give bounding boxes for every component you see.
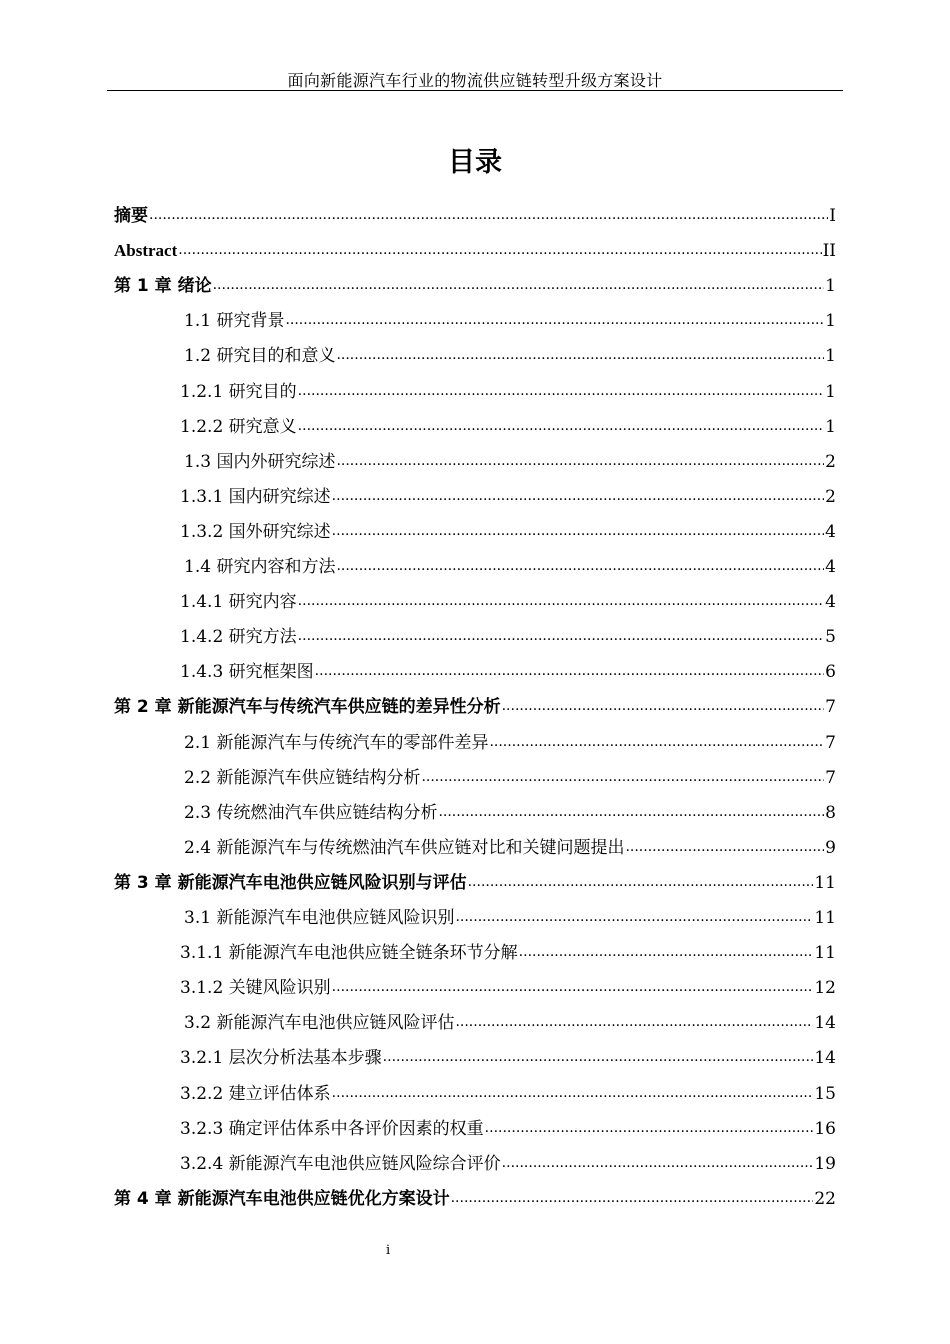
- toc-dot-leader: [178, 237, 821, 262]
- toc-entry-page: 2: [825, 487, 836, 507]
- toc-entry-title: 3.2 新能源汽车电池供应链风险评估: [184, 1013, 455, 1033]
- toc-entry[interactable]: [180, 485, 836, 509]
- toc-dot-leader: [455, 1009, 813, 1034]
- toc-dot-leader: [213, 272, 825, 297]
- toc-dot-leader: [455, 904, 813, 929]
- toc-dot-leader: [421, 764, 824, 789]
- toc-entry-title: 1.4.2 研究方法: [180, 627, 297, 647]
- toc-dot-leader: [451, 1185, 814, 1210]
- toc-entry-page: 1: [825, 346, 836, 366]
- toc-entry-page: 8: [825, 803, 836, 823]
- toc-entry[interactable]: [184, 731, 836, 755]
- toc-entry[interactable]: [180, 660, 836, 684]
- toc-dot-leader: [519, 939, 814, 964]
- toc-entry-title: 2.3 传统燃油汽车供应链结构分析: [184, 803, 438, 823]
- toc-entry-title: 第 2 章 新能源汽车与传统汽车供应链的差异性分析: [114, 697, 501, 717]
- toc-entry-title: 3.1.1 新能源汽车电池供应链全链条环节分解: [180, 943, 518, 963]
- toc-entry[interactable]: [180, 941, 836, 965]
- toc-entry-title: 第 4 章 新能源汽车电池供应链优化方案设计: [114, 1189, 450, 1209]
- toc-entry-title: 第 3 章 新能源汽车电池供应链风险识别与评估: [114, 873, 467, 893]
- toc-dot-leader: [489, 729, 824, 754]
- toc-entry-page: 11: [814, 943, 836, 963]
- header-rule: [107, 90, 843, 91]
- toc-entry-page: 12: [814, 978, 836, 998]
- toc-entry-page: 14: [814, 1013, 836, 1033]
- toc-dot-leader: [332, 974, 814, 999]
- toc-entry-page: 19: [814, 1154, 836, 1174]
- toc-entry[interactable]: [180, 1152, 836, 1176]
- toc-entry-title: Abstract: [114, 241, 178, 260]
- toc-entry-page: 1: [825, 311, 836, 331]
- toc-entry-title: 1.1 研究背景: [184, 311, 285, 331]
- toc-dot-leader: [298, 378, 825, 403]
- toc-entry[interactable]: [184, 1011, 836, 1035]
- toc-dot-leader: [332, 1080, 814, 1105]
- toc-dot-leader: [383, 1044, 814, 1069]
- toc-dot-leader: [298, 588, 825, 613]
- toc-entry-page: 7: [825, 697, 836, 717]
- toc-dot-leader: [485, 1115, 814, 1140]
- toc-dot-leader: [468, 869, 814, 894]
- toc-entry-page: 2: [825, 452, 836, 472]
- toc-entry[interactable]: [180, 590, 836, 614]
- toc-entry[interactable]: [184, 766, 836, 790]
- toc-dot-leader: [149, 202, 828, 227]
- toc-entry-title: 3.1 新能源汽车电池供应链风险识别: [184, 908, 455, 928]
- toc-dot-leader: [438, 799, 824, 824]
- toc-entry-title: 1.2.2 研究意义: [180, 417, 297, 437]
- toc-entry-title: 2.4 新能源汽车与传统燃油汽车供应链对比和关键问题提出: [184, 838, 625, 858]
- toc-entry[interactable]: [114, 871, 836, 895]
- toc-entry-page: 5: [825, 627, 836, 647]
- toc-entry-page: 11: [814, 873, 836, 893]
- toc-dot-leader: [502, 693, 825, 718]
- toc-entry-title: 3.2.2 建立评估体系: [180, 1084, 331, 1104]
- toc-entry-page: 6: [825, 662, 836, 682]
- toc-entry-page: 15: [814, 1084, 836, 1104]
- toc-entry-page: 4: [825, 522, 836, 542]
- toc-entry-page: 4: [825, 557, 836, 577]
- toc-entry[interactable]: [180, 625, 836, 649]
- toc-entry-page: II: [822, 241, 836, 261]
- toc-dot-leader: [332, 483, 825, 508]
- toc-entry[interactable]: [114, 1187, 836, 1211]
- toc-entry[interactable]: [184, 450, 836, 474]
- toc-entry-page: 1: [825, 417, 836, 437]
- toc-entry-title: 1.3 国内外研究综述: [184, 452, 336, 472]
- toc-entry[interactable]: [184, 801, 836, 825]
- toc-entry[interactable]: [180, 520, 836, 544]
- toc-dot-leader: [502, 1150, 814, 1175]
- toc-entry-page: 11: [814, 908, 836, 928]
- toc-entry-title: 1.4.1 研究内容: [180, 592, 297, 612]
- toc-entry[interactable]: [180, 976, 836, 1000]
- toc-entry-title: 1.4 研究内容和方法: [184, 557, 336, 577]
- toc-entry[interactable]: [180, 1082, 836, 1106]
- toc-dot-leader: [315, 658, 825, 683]
- toc-entry[interactable]: [114, 695, 836, 719]
- toc-entry[interactable]: [114, 274, 836, 298]
- page-number: i: [386, 1243, 391, 1258]
- toc-entry[interactable]: [180, 1117, 836, 1141]
- toc-entry-page: 16: [814, 1119, 836, 1139]
- toc-entry[interactable]: [184, 555, 836, 579]
- toc-entry-title: 1.2 研究目的和意义: [184, 346, 336, 366]
- toc-dot-leader: [298, 623, 825, 648]
- toc-entry[interactable]: [180, 1046, 836, 1070]
- toc-entry-title: 摘要: [114, 206, 148, 226]
- toc-entry[interactable]: [184, 836, 836, 860]
- toc-entry-page: 22: [814, 1189, 836, 1209]
- toc-entry-page: 1: [825, 382, 836, 402]
- toc-dot-leader: [336, 448, 824, 473]
- toc-entry-page: 7: [825, 733, 836, 753]
- toc-entry-title: 3.2.3 确定评估体系中各评价因素的权重: [180, 1119, 484, 1139]
- toc-entry-page: 14: [814, 1048, 836, 1068]
- toc-dot-leader: [298, 413, 825, 438]
- toc-entry-page: 9: [825, 838, 836, 858]
- toc-entry-page: 4: [825, 592, 836, 612]
- toc-entry-page: 7: [825, 768, 836, 788]
- toc-dot-leader: [332, 518, 825, 543]
- toc-entry[interactable]: [184, 344, 836, 368]
- toc-dot-leader: [625, 834, 824, 859]
- toc-entry[interactable]: [184, 309, 836, 333]
- toc-dot-leader: [336, 342, 824, 367]
- toc-dot-leader: [336, 553, 824, 578]
- toc-entry-page: 1: [825, 276, 836, 296]
- toc-entry-title: 2.2 新能源汽车供应链结构分析: [184, 768, 421, 788]
- toc-entry-title: 1.4.3 研究框架图: [180, 662, 314, 682]
- page-title: 目录: [448, 147, 502, 178]
- toc-entry-title: 3.1.2 关键风险识别: [180, 978, 331, 998]
- toc-entry-title: 1.3.1 国内研究综述: [180, 487, 331, 507]
- toc-entry-title: 第 1 章 绪论: [114, 276, 212, 296]
- toc-entry[interactable]: [114, 239, 836, 263]
- running-header: 面向新能源汽车行业的物流供应链转型升级方案设计: [287, 71, 663, 90]
- toc-entry-title: 1.2.1 研究目的: [180, 382, 297, 402]
- toc-entry-title: 3.2.1 层次分析法基本步骤: [180, 1048, 382, 1068]
- toc-entry-title: 2.1 新能源汽车与传统汽车的零部件差异: [184, 733, 489, 753]
- toc-dot-leader: [285, 307, 824, 332]
- toc-entry-title: 3.2.4 新能源汽车电池供应链风险综合评价: [180, 1154, 501, 1174]
- toc-entry[interactable]: [180, 380, 836, 404]
- toc-entry-page: I: [829, 206, 836, 226]
- toc-entry[interactable]: [114, 204, 836, 228]
- toc-entry[interactable]: [184, 906, 836, 930]
- toc-entry[interactable]: [180, 415, 836, 439]
- toc-entry-title: 1.3.2 国外研究综述: [180, 522, 331, 542]
